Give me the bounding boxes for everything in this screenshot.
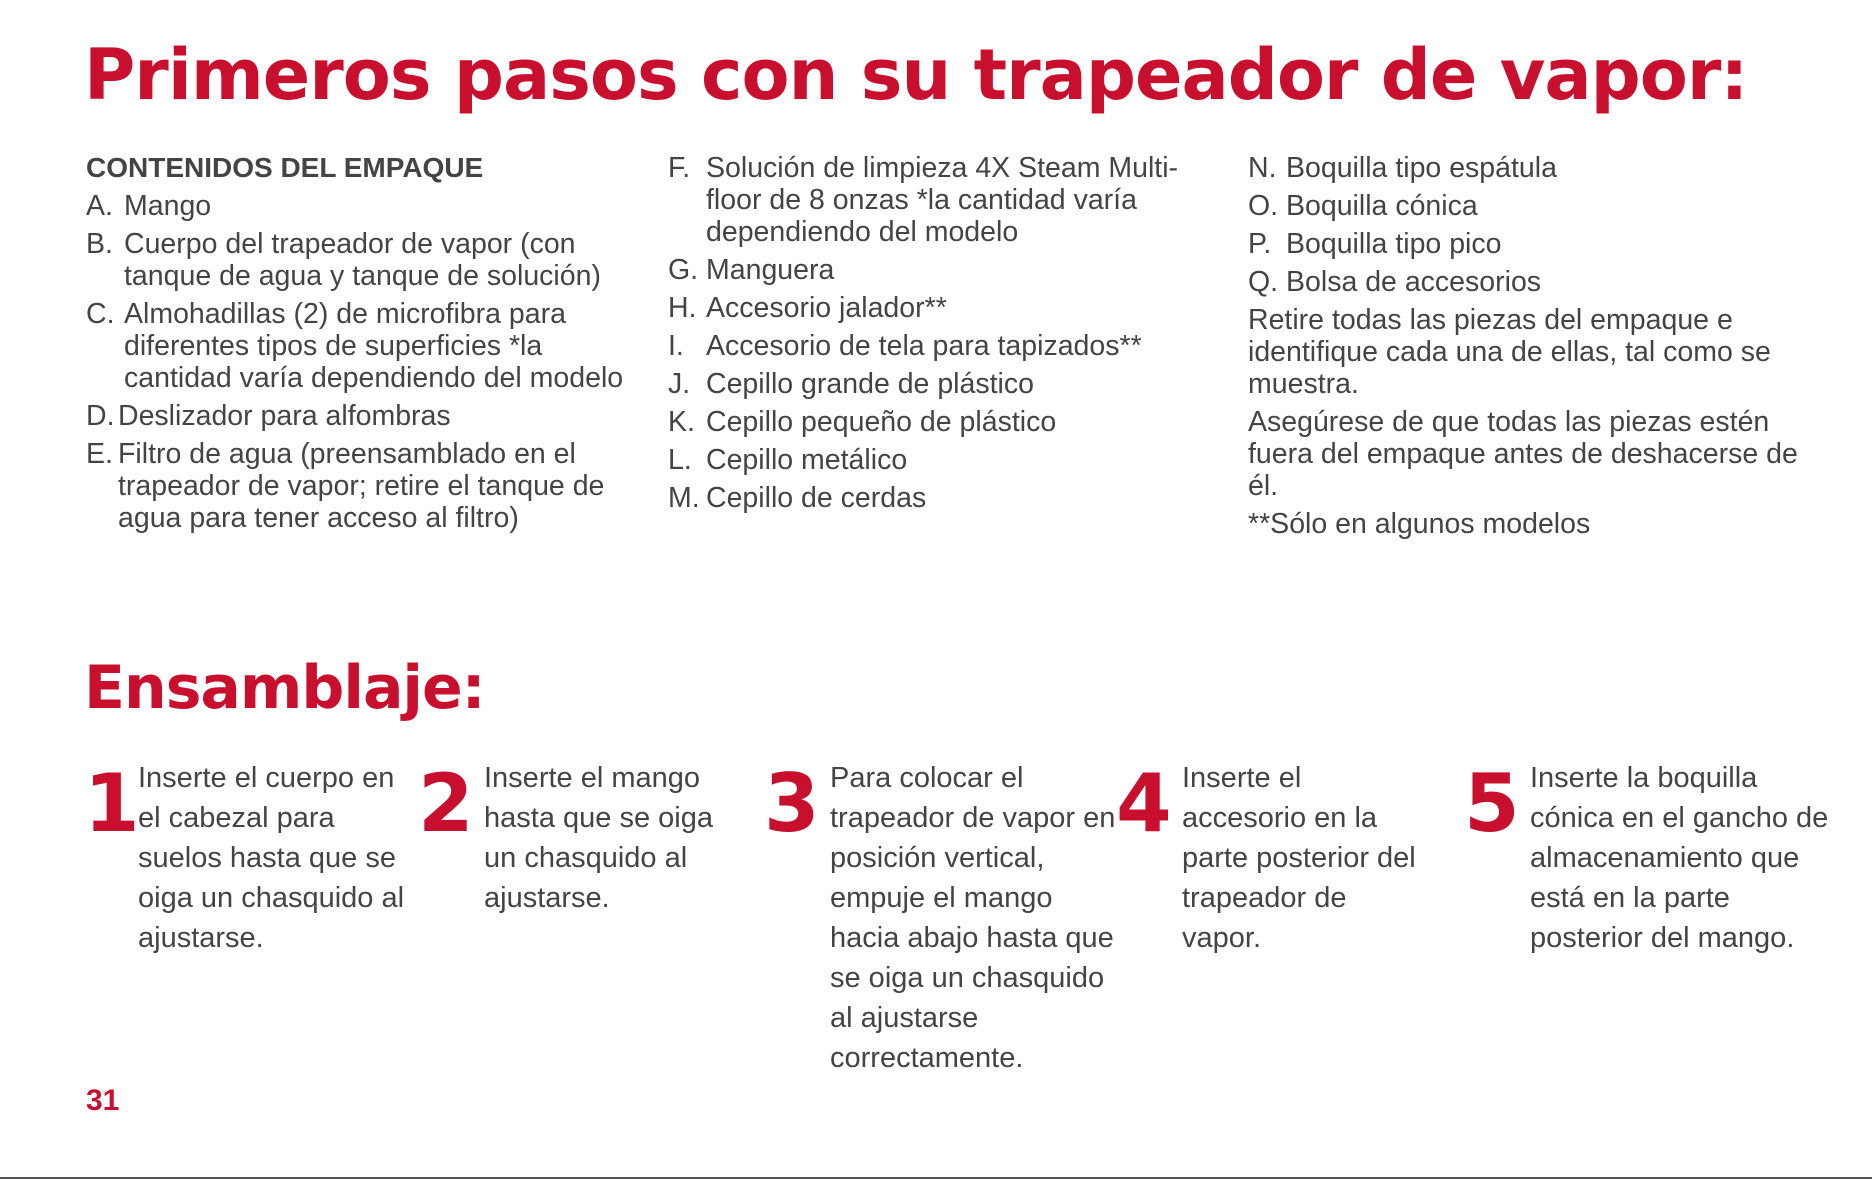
- item-letter: F.: [668, 152, 691, 184]
- item-letter: P.: [1248, 228, 1272, 260]
- list-item: [668, 254, 1188, 286]
- item-letter: L.: [668, 444, 692, 476]
- item-letter: J.: [668, 368, 691, 400]
- item-text: Bolsa de accesorios: [1286, 266, 1542, 298]
- item-letter: Q.: [1248, 266, 1279, 298]
- item-letter: D.: [86, 400, 115, 432]
- item-letter: O.: [1248, 190, 1279, 222]
- step: [418, 758, 724, 918]
- divider: [0, 1177, 1872, 1179]
- list-item: [668, 152, 1188, 248]
- item-letter: I.: [668, 330, 684, 362]
- contents-column-3: [1248, 152, 1808, 546]
- contents-heading: CONTENIDOS DEL EMPAQUE: [86, 152, 484, 183]
- list-item: [86, 228, 646, 292]
- step-text: Inserte el accesorio en la parte posterior del trapeador de vapor.: [1182, 762, 1416, 954]
- item-text: Cuerpo del trapeador de vapor (con tanque de agua y tanque de solución): [124, 228, 601, 292]
- list-item: [668, 330, 1188, 362]
- item-letter: M.: [668, 482, 700, 514]
- item-text: Accesorio de tela para tapizados**: [706, 330, 1142, 362]
- page-title: Primeros pasos con su trapeador de vapor:: [84, 34, 1748, 116]
- list-item: [86, 298, 646, 394]
- step-number: 3: [764, 757, 820, 850]
- item-text: Boquilla tipo pico: [1286, 228, 1502, 260]
- item-letter: C.: [86, 298, 115, 330]
- item-letter: H.: [668, 292, 697, 324]
- page-number: 31: [86, 1084, 120, 1117]
- step-text: Para colocar el trapeador de vapor en posición vertical, empuje el mango hacia abajo hasta que se oiga un chasquido al ajustarse correctamente.: [830, 762, 1116, 1074]
- item-text: Filtro de agua (preensamblado en el trapeador de vapor; retire el tanque de agua para tener acceso al filtro): [118, 438, 605, 534]
- item-letter: N.: [1248, 152, 1277, 184]
- item-letter: K.: [668, 406, 695, 438]
- list-item: [668, 292, 1188, 324]
- item-text: Cepillo pequeño de plástico: [706, 406, 1057, 438]
- list-item: [668, 482, 1188, 514]
- item-text: Cepillo metálico: [706, 444, 908, 476]
- list-item: [86, 190, 646, 222]
- list-item: [86, 400, 646, 432]
- list-item: [1248, 266, 1808, 298]
- step: [764, 758, 1120, 1078]
- contents-column-2: [668, 152, 1188, 520]
- item-text: Boquilla tipo espátula: [1286, 152, 1557, 184]
- step-number: 4: [1116, 757, 1172, 850]
- item-text: Cepillo grande de plástico: [706, 368, 1034, 400]
- step-text: Inserte el mango hasta que se oiga un chasquido al ajustarse.: [484, 762, 713, 914]
- item-letter: E.: [86, 438, 113, 470]
- item-text: Mango: [124, 190, 212, 222]
- item-letter: A.: [86, 190, 113, 222]
- step-text: Inserte el cuerpo en el cabezal para suelos hasta que se oiga un chasquido al ajustarse.: [138, 762, 405, 954]
- note-paragraph: Retire todas las piezas del empaque e identifique cada una de ellas, tal como se muestra.: [1248, 304, 1771, 400]
- step: [84, 758, 408, 958]
- list-item: [668, 444, 1188, 476]
- item-text: Solución de limpieza 4X Steam Multi-floor de 8 onzas *la cantidad varía dependiendo del modelo: [706, 152, 1179, 248]
- section-title: Ensamblaje:: [84, 653, 485, 723]
- item-text: Deslizador para alfombras: [118, 400, 451, 432]
- item-text: Almohadillas (2) de microfibra para diferentes tipos de superficies *la cantidad varía dependiendo del modelo: [124, 298, 624, 394]
- item-text: Cepillo de cerdas: [706, 482, 927, 514]
- assembly-steps: [84, 758, 1872, 1088]
- item-text: Accesorio jalador**: [706, 292, 947, 324]
- list-item: [668, 368, 1188, 400]
- step: [1116, 758, 1432, 958]
- item-letter: G.: [668, 254, 699, 286]
- list-item: [86, 438, 646, 534]
- footnote: **Sólo en algunos modelos: [1248, 508, 1591, 540]
- item-text: Manguera: [706, 254, 835, 286]
- list-item: [1248, 152, 1808, 184]
- step: [1464, 758, 1830, 958]
- step-number: 2: [418, 757, 474, 850]
- step-text: Inserte la boquilla cónica en el gancho de almacenamiento que está en la parte posterior del mango.: [1530, 762, 1829, 954]
- note-paragraph: Asegúrese de que todas las piezas estén fuera del empaque antes de deshacerse de él.: [1248, 406, 1798, 502]
- step-number: 1: [84, 757, 140, 850]
- list-item: [668, 406, 1188, 438]
- item-letter: B.: [86, 228, 113, 260]
- list-item: [1248, 190, 1808, 222]
- contents-column-1: [86, 150, 646, 540]
- step-number: 5: [1464, 757, 1520, 850]
- item-text: Boquilla cónica: [1286, 190, 1478, 222]
- list-item: [1248, 228, 1808, 260]
